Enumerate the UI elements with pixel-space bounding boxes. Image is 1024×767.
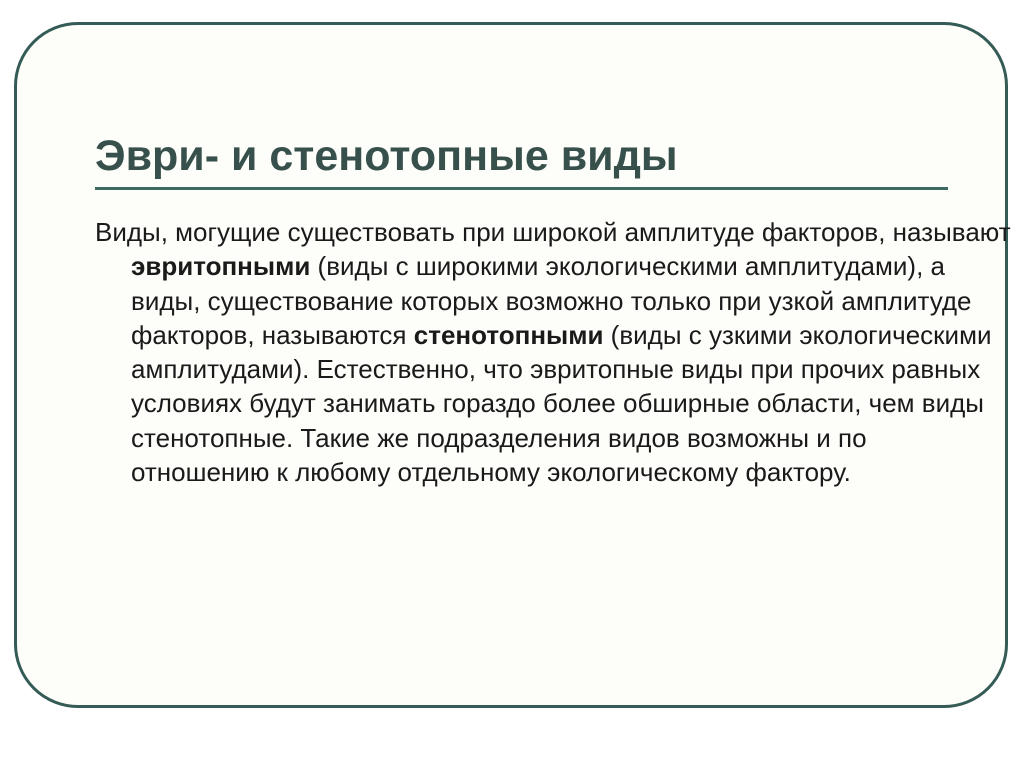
body-text-part-3: (виды с узкими экологическими амплитудами). Естественно, что эвритопные виды при прочих равных условиях будут занимать гораздо более обширные области, чем виды стенотопные. Такие же подразделения видов возможны и по отношению к любому отдельному экологическому фактору. [131,319,992,488]
term-stenotopic: стенотопными [413,319,604,350]
title-underline [95,187,948,190]
body-text-part-1: Виды, могущие существовать при широкой амплитуде факторов, называют [95,217,1011,247]
term-eurytopic: эвритопными [131,251,311,282]
slide-title: Эври- и стенотопные виды [95,132,678,180]
body-text-part-2: (виды с широкими экологическими амплитудами), а виды, существование которых возможно только при узкой амплитуде факторов, называются [131,251,972,350]
body-paragraph [95,215,1011,489]
